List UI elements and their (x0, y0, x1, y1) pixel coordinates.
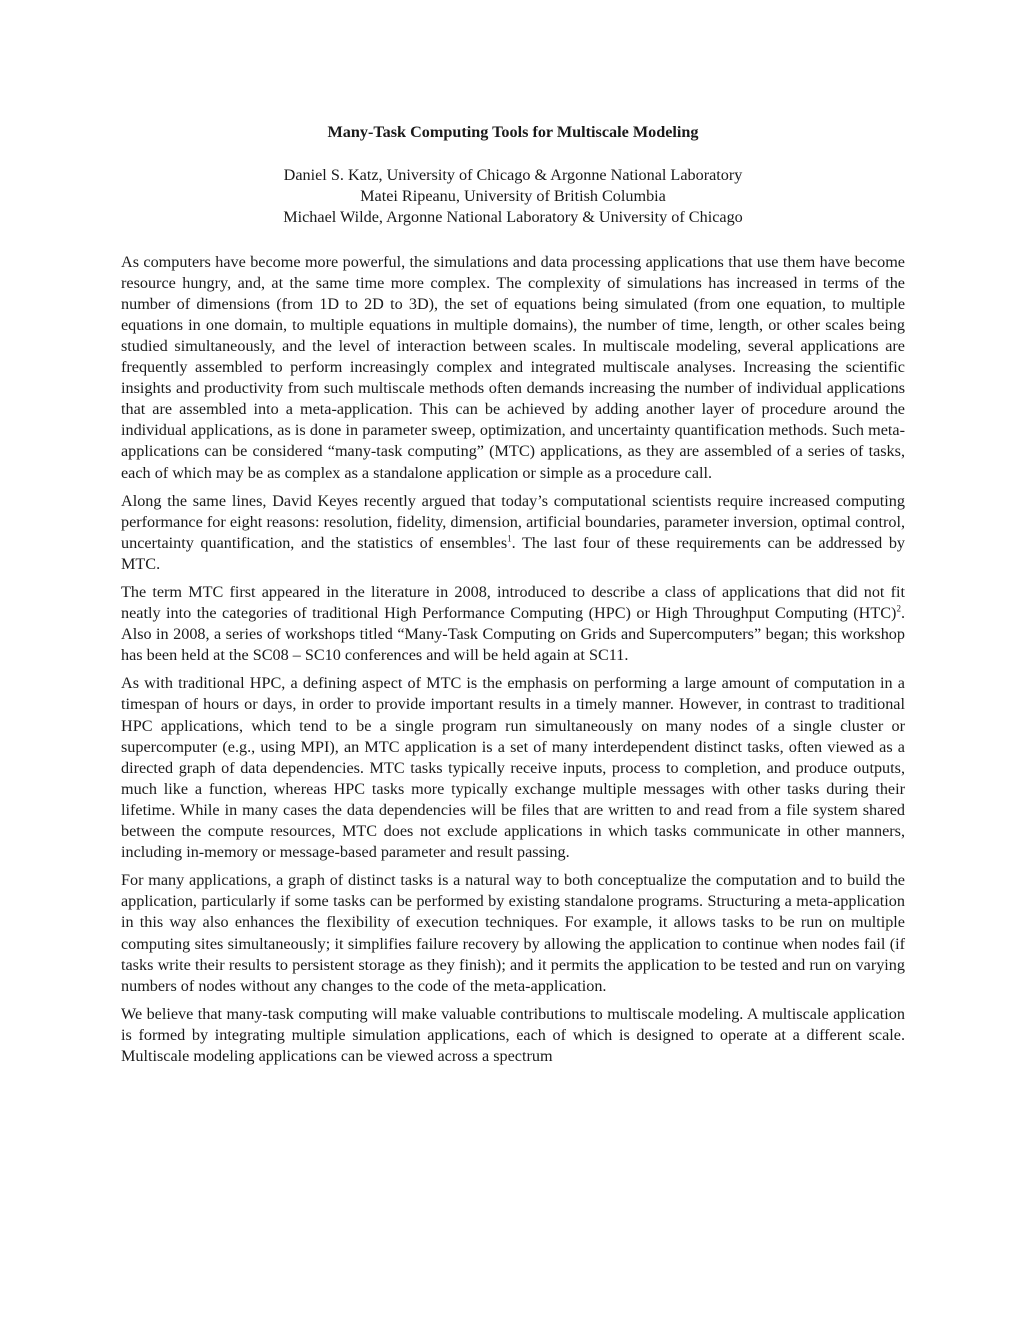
paragraph (121, 491, 905, 575)
paper-title: Many-Task Computing Tools for Multiscale Modeling (327, 123, 699, 141)
author-list (121, 165, 905, 229)
paragraph: As computers have become more powerful, the simulations and data processing applications that use them have become resource hungry, and, at the same time more complex. The complexity of simulations has increased in terms of the number of dimensions (from 1D to 2D to 3D), the set of equations being simulated (from one equation, to multiple equations in one domain, to multiple equations in multiple domains), the number of time, length, or other scales being studied simultaneously, and the level of interaction between scales. In multiscale modeling, several applications are frequently assembled to perform increasingly complex and integrated multiscale analyses. Increasing the scientific insights and productivity from such multiscale methods often demands increasing the number of individual applications that are assembled into a meta-application. This can be achieved by adding another layer of procedure around the individual applications, as is done in parameter sweep, optimization, and uncertainty quantification methods. Such meta-applications can be considered “many-task computing” (MTC) applications, as they are assembled of a series of tasks, each of which may be as complex as a standalone application or simple as a procedure call. (121, 252, 905, 482)
paper-page (121, 118, 905, 1067)
paragraph: For many applications, a graph of distinct tasks is a natural way to both conceptualize the computation and to build the application, particularly if some tasks can be performed by existing standalone programs. Structuring a meta-application in this way also enhances the flexibility of execution techniques. For example, it allows tasks to be run on multiple computing sites simultaneously; it simplifies failure recovery by allowing the application to continue when nodes fail (if tasks write their results to persistent storage as they finish); and it permits the application to be tested and run on varying numbers of nodes without any changes to the code of the meta-application. (121, 871, 905, 995)
paragraph-text: . The last four of these requirements can be addressed by MTC. (121, 533, 906, 573)
paragraph: We believe that many-task computing will make valuable contributions to multiscale modeling. A multiscale application is formed by integrating multiple simulation applications, each of which is designed to operate at a different scale. Multiscale modeling applications can be viewed across a spectrum (121, 1004, 905, 1065)
author-line: Daniel S. Katz, University of Chicago & Argonne National Laboratory (283, 166, 743, 184)
paragraph: As with traditional HPC, a defining aspect of MTC is the emphasis on performing a large amount of computation in a timespan of hours or days, in order to provide important results in a timely manner. However, in contrast to traditional HPC applications, which tend to be a single program run simultaneously on many nodes of a single cluster or supercomputer (e.g., using MPI), an MTC application is a set of many interdependent distinct tasks, often viewed as a directed graph of data dependencies. MTC tasks typically receive inputs, process to completion, and produce outputs, much like a function, whereas HPC tasks more typically exchange multiple messages with other tasks during their lifetime. While in many cases the data dependencies will be files that are written to and read from a file system shared between the compute resources, MTC does not exclude applications in which tasks communicate in other manners, including in-memory or message-based parameter and result passing. (121, 674, 905, 862)
paragraph-text: Along the same lines, David Keyes recently argued that today’s computational scientists require increased computing performance for eight reasons: resolution, fidelity, dimension, artificial boundaries, parameter inversion, optimal control, uncertainty quantification, and the statistics of ensembles (121, 491, 905, 552)
paragraph-text: The term MTC first appeared in the literature in 2008, introduced to describe a class of applications that did not fit neatly into the categories of traditional High Performance Computing (HPC) or High Throughput Computing (HTC) (121, 583, 905, 623)
paragraph-text: . Also in 2008, a series of workshops titled “Many-Task Computing on Grids and Supercomputers” began; this workshop has been held at the SC08 – SC10 conferences and will be held again at SC11. (121, 604, 905, 665)
footnote-marker: 2 (896, 603, 901, 614)
paragraph (121, 582, 905, 666)
author-line: Matei Ripeanu, University of British Columbia (360, 187, 666, 206)
author-line: Michael Wilde, Argonne National Laboratory & University of Chicago (283, 208, 743, 227)
footnote-marker: 1 (507, 533, 512, 544)
